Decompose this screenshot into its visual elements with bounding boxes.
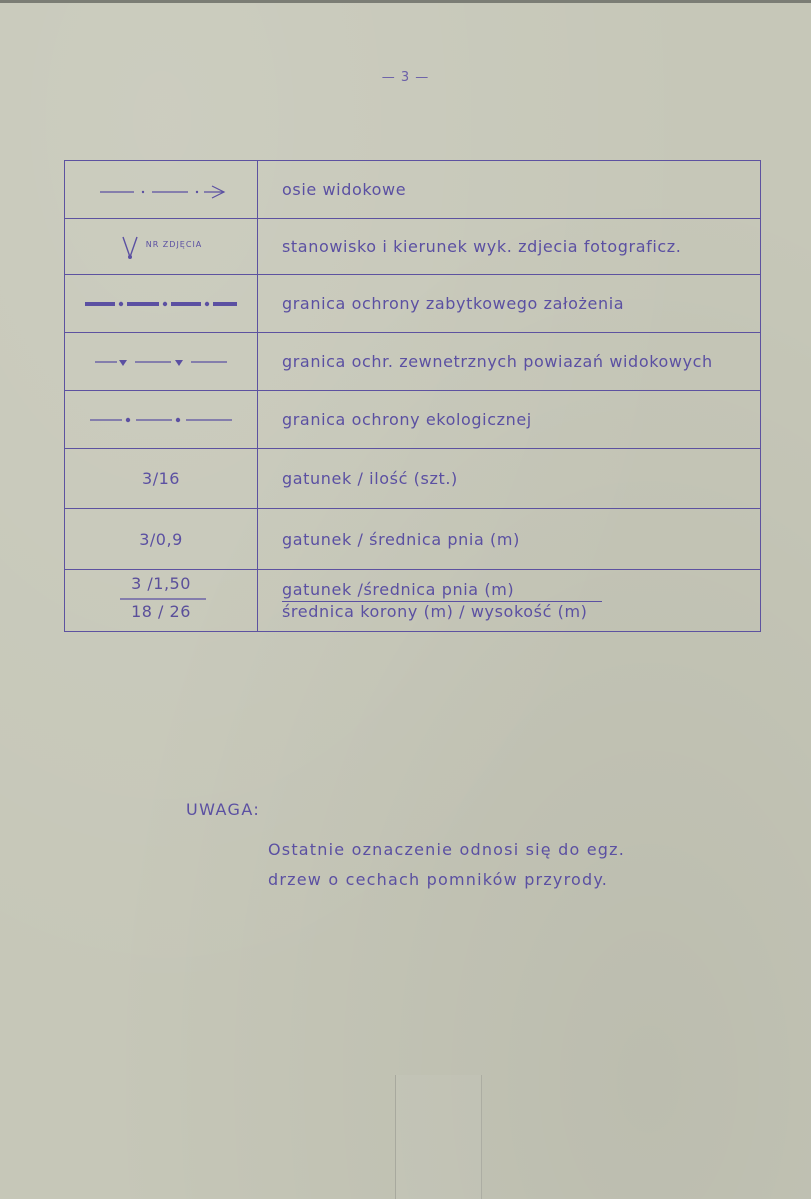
legend-code: 3/16 [142,469,180,488]
legend-description: gatunek / ilość (szt.) [282,469,458,488]
legend-symbol-cell [65,570,258,631]
triangle-line-icon [91,355,231,369]
legend-symbol-cell [65,219,258,274]
legend-code: 3/0,9 [139,529,183,549]
note-label: UWAGA: [186,800,261,819]
legend-description: granica ochrony zabytkowego założenia [282,294,625,313]
legend-row [65,449,760,509]
legend-table [64,160,761,632]
description-top: gatunek /średnica pnia (m) [282,580,602,602]
dot-line-icon [86,413,236,427]
photo-number-label: NR ZDJĘCIA [145,240,203,249]
legend-symbol-cell [65,161,258,218]
fraction-bottom: 18 / 26 [131,601,191,621]
legend-description: stanowisko i kierunek wyk. zdjecia fotograficz. [282,237,682,256]
fraction-top: 3 /1,50 [131,573,191,593]
legend-symbol-cell [65,275,258,332]
legend-description: granica ochr. zewnetrznych powiazań widokowych [282,352,713,371]
legend-symbol-cell [65,509,258,569]
legend-row [65,161,760,219]
legend-symbol-cell [65,391,258,448]
legend-symbol-cell [65,449,258,508]
description-bottom: średnica korony (m) / wysokość (m) [282,601,588,621]
legend-row [65,570,760,631]
legend-row [65,509,760,570]
fraction-line-icon [116,572,206,630]
legend-description [270,570,756,631]
note-line: drzew o cechach pomników przyrody. [268,870,609,889]
note-text [268,835,625,895]
page-edge [0,0,811,3]
legend-row [65,275,760,333]
legend-row [65,219,760,275]
legend-description: gatunek / średnica pnia (m) [282,529,520,549]
legend-fraction-code [116,572,206,630]
dash-dot-arrow-icon [96,180,226,200]
page-number: — 3 — [381,70,430,85]
legend-row [65,333,760,391]
thick-dash-dot-line-icon [81,297,241,311]
legend-description: osie widokowe [282,180,407,199]
legend-description: granica ochrony ekologicznej [282,410,532,429]
v-marker-icon [120,233,140,261]
note-line: Ostatnie oznaczenie odnosi się do egz. [268,840,626,859]
legend-symbol-cell [65,333,258,390]
legend-row [65,391,760,449]
paper-stain [395,1075,482,1199]
